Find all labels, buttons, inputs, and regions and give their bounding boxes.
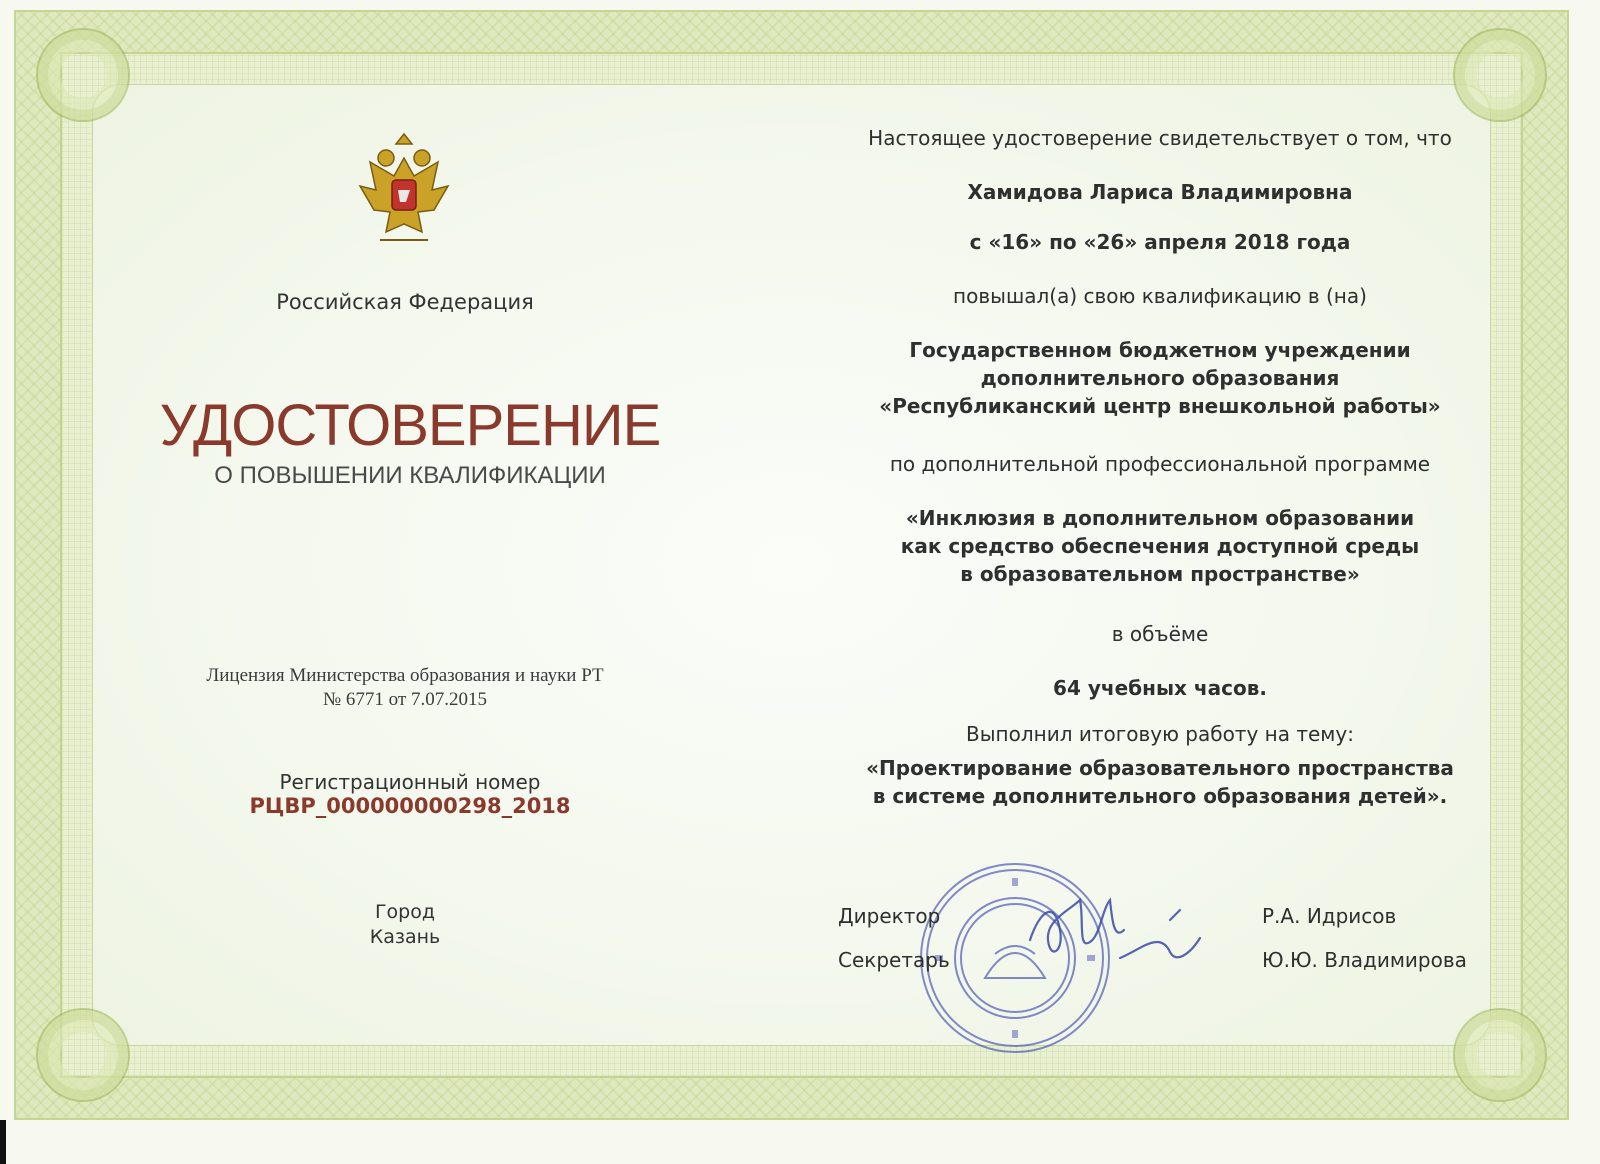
scan-edge-mark <box>0 1120 6 1164</box>
document-subtitle: О ПОВЫШЕНИИ КВАЛИФИКАЦИИ <box>214 462 606 489</box>
secretary-label: Секретарь <box>838 948 950 972</box>
program-line: в образовательном пространстве» <box>960 562 1360 586</box>
director-label: Директор <box>838 904 941 928</box>
director-name: Р.А. Идрисов <box>1262 904 1397 928</box>
program-name <box>820 504 1500 588</box>
program-line: «Инклюзия в дополнительном образовании <box>905 506 1415 530</box>
country-name: Российская Федерация <box>276 290 534 314</box>
hours-count: 64 учебных часов. <box>1053 676 1267 700</box>
license-block <box>150 664 660 712</box>
double-headed-eagle-icon <box>340 128 468 256</box>
program-intro: по дополнительной профессиональной программе <box>889 452 1431 476</box>
final-work-line: в системе дополнительного образования детей». <box>872 784 1448 808</box>
qualification-text: повышал(а) свою квалификацию в (на) <box>953 284 1367 308</box>
course-dates: с «16» по «26» апреля 2018 года <box>969 230 1351 254</box>
program-line: как средство обеспечения доступной среды <box>900 534 1420 558</box>
registration-label: Регистрационный номер <box>279 770 541 794</box>
license-line: Лицензия Министерства образования и науки РТ <box>206 665 604 686</box>
registration-number: РЦВР_000000000298_2018 <box>249 794 571 818</box>
institution-name <box>820 336 1500 420</box>
intro-text: Настоящее удостоверение свидетельствует о том, что <box>868 126 1452 150</box>
city-name: Казань <box>369 926 441 948</box>
volume-label: в объёме <box>1111 622 1209 646</box>
document-title: УДОСТОВЕРЕНИЕ <box>159 393 661 458</box>
handwritten-signature <box>1020 880 1220 990</box>
person-name: Хамидова Лариса Владимировна <box>967 180 1353 204</box>
final-work-label: Выполнил итоговую работу на тему: <box>966 722 1354 746</box>
institution-line: Государственном бюджетном учреждении <box>909 338 1411 362</box>
secretary-name: Ю.Ю. Владимирова <box>1262 948 1467 972</box>
final-work-line: «Проектирование образовательного пространства <box>866 756 1454 780</box>
institution-line: «Республиканский центр внешкольной работы» <box>879 394 1441 418</box>
license-number: № 6771 от 7.07.2015 <box>323 689 487 710</box>
city-block <box>330 900 480 950</box>
final-work-topic <box>820 754 1500 810</box>
city-label: Город <box>374 901 436 923</box>
institution-line: дополнительного образования <box>980 366 1340 390</box>
